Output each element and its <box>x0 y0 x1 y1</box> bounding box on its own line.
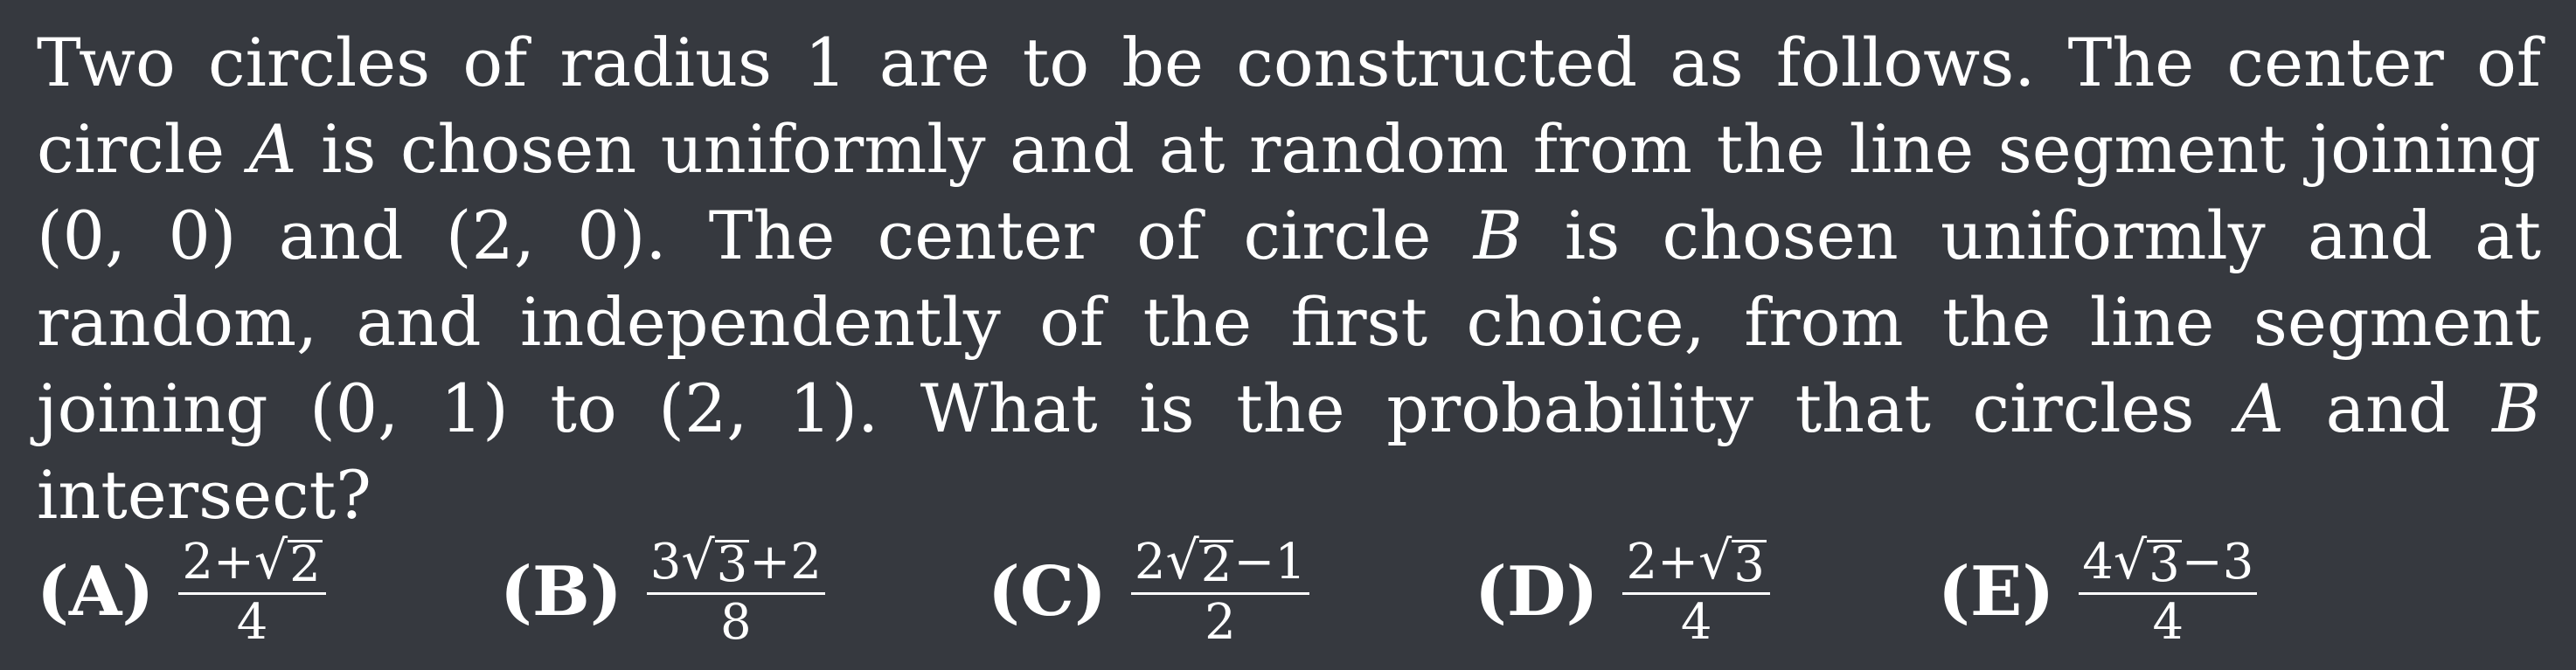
radicand: 3 <box>1733 535 1765 593</box>
fraction-denominator: 4 <box>2152 593 2184 651</box>
circle-b-variable: B <box>2492 370 2541 447</box>
choice-label: (B) <box>500 551 622 632</box>
fraction-numerator: 3 √ 3 +2 <box>647 535 825 595</box>
fraction-numerator: 2+ √ 3 <box>1622 535 1769 595</box>
choice-b[interactable] <box>500 529 825 651</box>
fraction-denominator: 2 <box>1205 593 1236 651</box>
choice-d[interactable] <box>1475 529 1770 651</box>
radicand: 2 <box>1200 535 1232 593</box>
sqrt-icon: √ <box>681 529 715 591</box>
problem-text-4: and <box>2284 370 2493 447</box>
radicand: 3 <box>2149 535 2180 593</box>
choice-label: (A) <box>37 551 155 632</box>
choice-a[interactable] <box>37 529 326 651</box>
choice-label: (E) <box>1938 551 2055 632</box>
problem-text-1: Two circles of radius 1 are to be constructed as follows. The center of circle <box>37 24 2541 188</box>
fraction-numerator: 2+ √ 2 <box>178 535 325 595</box>
problem-statement <box>37 19 2541 538</box>
sqrt-expression <box>253 529 323 593</box>
problem-text-3: is chosen uniformly and at random, and independently of the first choice, from the line segment joining (0, 1) to (2, 1). What is the probability that circles <box>37 197 2541 447</box>
sqrt-expression <box>1165 529 1234 593</box>
choice-c[interactable] <box>988 529 1309 651</box>
fraction-denominator: 4 <box>1680 593 1712 651</box>
circle-a-variable: A <box>2236 370 2285 447</box>
choice-label: (D) <box>1475 551 1599 632</box>
choice-fraction <box>647 529 825 651</box>
sqrt-icon: √ <box>253 529 288 591</box>
sqrt-icon: √ <box>1698 529 1732 591</box>
radicand: 3 <box>716 535 748 593</box>
sqrt-expression <box>1698 529 1767 593</box>
circle-a-variable: A <box>248 110 297 188</box>
circle-b-variable: B <box>1473 197 1523 274</box>
choice-fraction <box>2079 529 2257 651</box>
choice-e[interactable] <box>1938 529 2257 651</box>
problem-text-2: is chosen uniformly and at random from the line segment joining (0, 0) and (2, 0). The center of circle <box>37 110 2541 274</box>
fraction-denominator: 4 <box>236 593 268 651</box>
choice-fraction <box>178 529 325 651</box>
answer-choices <box>37 529 2537 651</box>
sqrt-expression <box>681 529 749 593</box>
sqrt-icon: √ <box>1165 529 1199 591</box>
sqrt-icon: √ <box>2113 529 2148 591</box>
problem-text-5: intersect? <box>37 456 371 534</box>
radicand: 2 <box>289 535 321 593</box>
sqrt-expression <box>2113 529 2182 593</box>
choice-fraction <box>1622 529 1769 651</box>
choice-label: (C) <box>988 551 1107 632</box>
fraction-numerator: 2 √ 2 −1 <box>1131 535 1309 595</box>
choice-fraction <box>1131 529 1309 651</box>
fraction-numerator: 4 √ 3 −3 <box>2079 535 2257 595</box>
fraction-denominator: 8 <box>719 593 752 651</box>
